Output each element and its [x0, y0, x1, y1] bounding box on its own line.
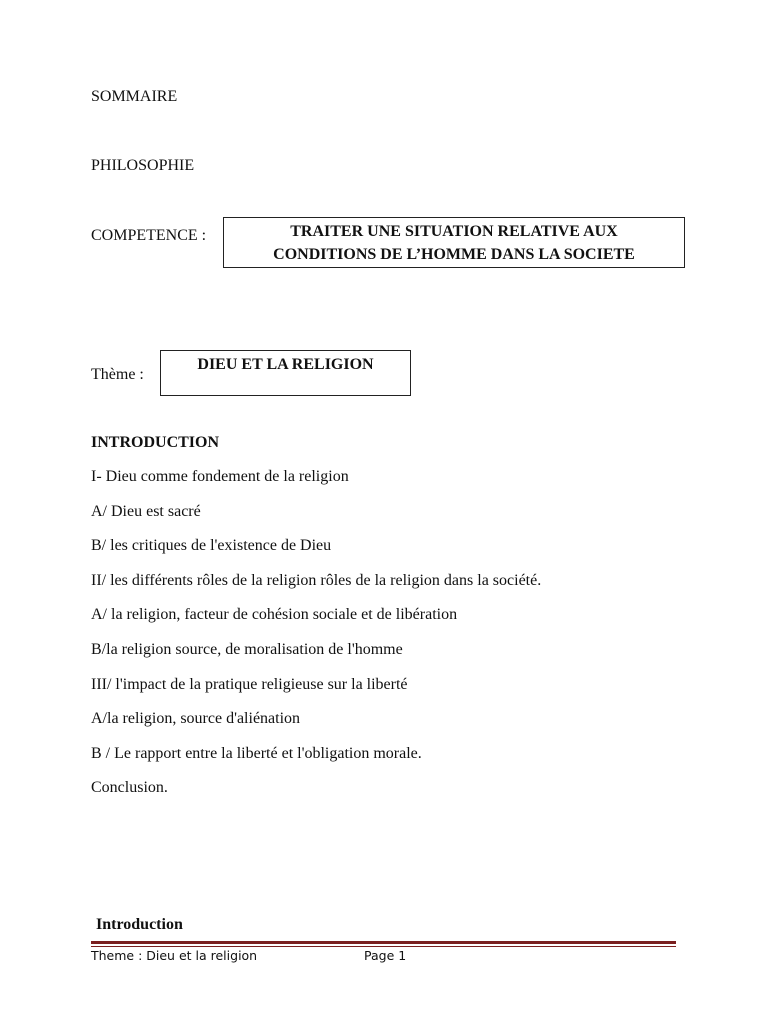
toc-item: B / Le rapport entre la liberté et l'obligation morale. [91, 744, 422, 762]
toc-item: I- Dieu comme fondement de la religion [91, 468, 349, 485]
toc-item: A/la religion, source d'aliénation [91, 710, 301, 728]
toc-item: II/ les différents rôles de la religion rôles de la religion dans la société. [91, 571, 542, 589]
toc-item: B/ les critiques de l'existence de Dieu [91, 537, 332, 555]
summary-label: SOMMAIRE [91, 88, 178, 105]
footer-theme: Theme : Dieu et la religion [91, 948, 258, 963]
footer-rule-thick [91, 941, 676, 944]
competence-line-1: TRAITER UNE SITUATION RELATIVE AUX [290, 223, 618, 240]
competence-line-2: CONDITIONS DE L’HOMME DANS LA SOCIETE [273, 246, 635, 263]
toc-item: III/ l'impact de la pratique religieuse sur la liberté [91, 675, 408, 693]
footer-rule-thin [91, 946, 676, 947]
subject-label: PHILOSOPHIE [91, 157, 195, 174]
competence-label: COMPETENCE : [91, 227, 207, 244]
toc-item: A/ Dieu est sacré [91, 502, 201, 520]
theme-value: DIEU ET LA RELIGION [197, 356, 374, 373]
table-of-contents [91, 466, 541, 812]
toc-item: B/la religion source, de moralisation de l'homme [91, 640, 403, 658]
competence-box [223, 217, 685, 268]
theme-label: Thème : [91, 366, 144, 383]
footer-page-number: Page 1 [364, 948, 407, 963]
toc-item: A/ la religion, facteur de cohésion sociale et de libération [91, 606, 458, 624]
section-heading: Introduction [96, 916, 183, 933]
theme-box [160, 350, 411, 396]
introduction-heading: INTRODUCTION [91, 434, 220, 451]
toc-item: Conclusion. [91, 779, 168, 797]
